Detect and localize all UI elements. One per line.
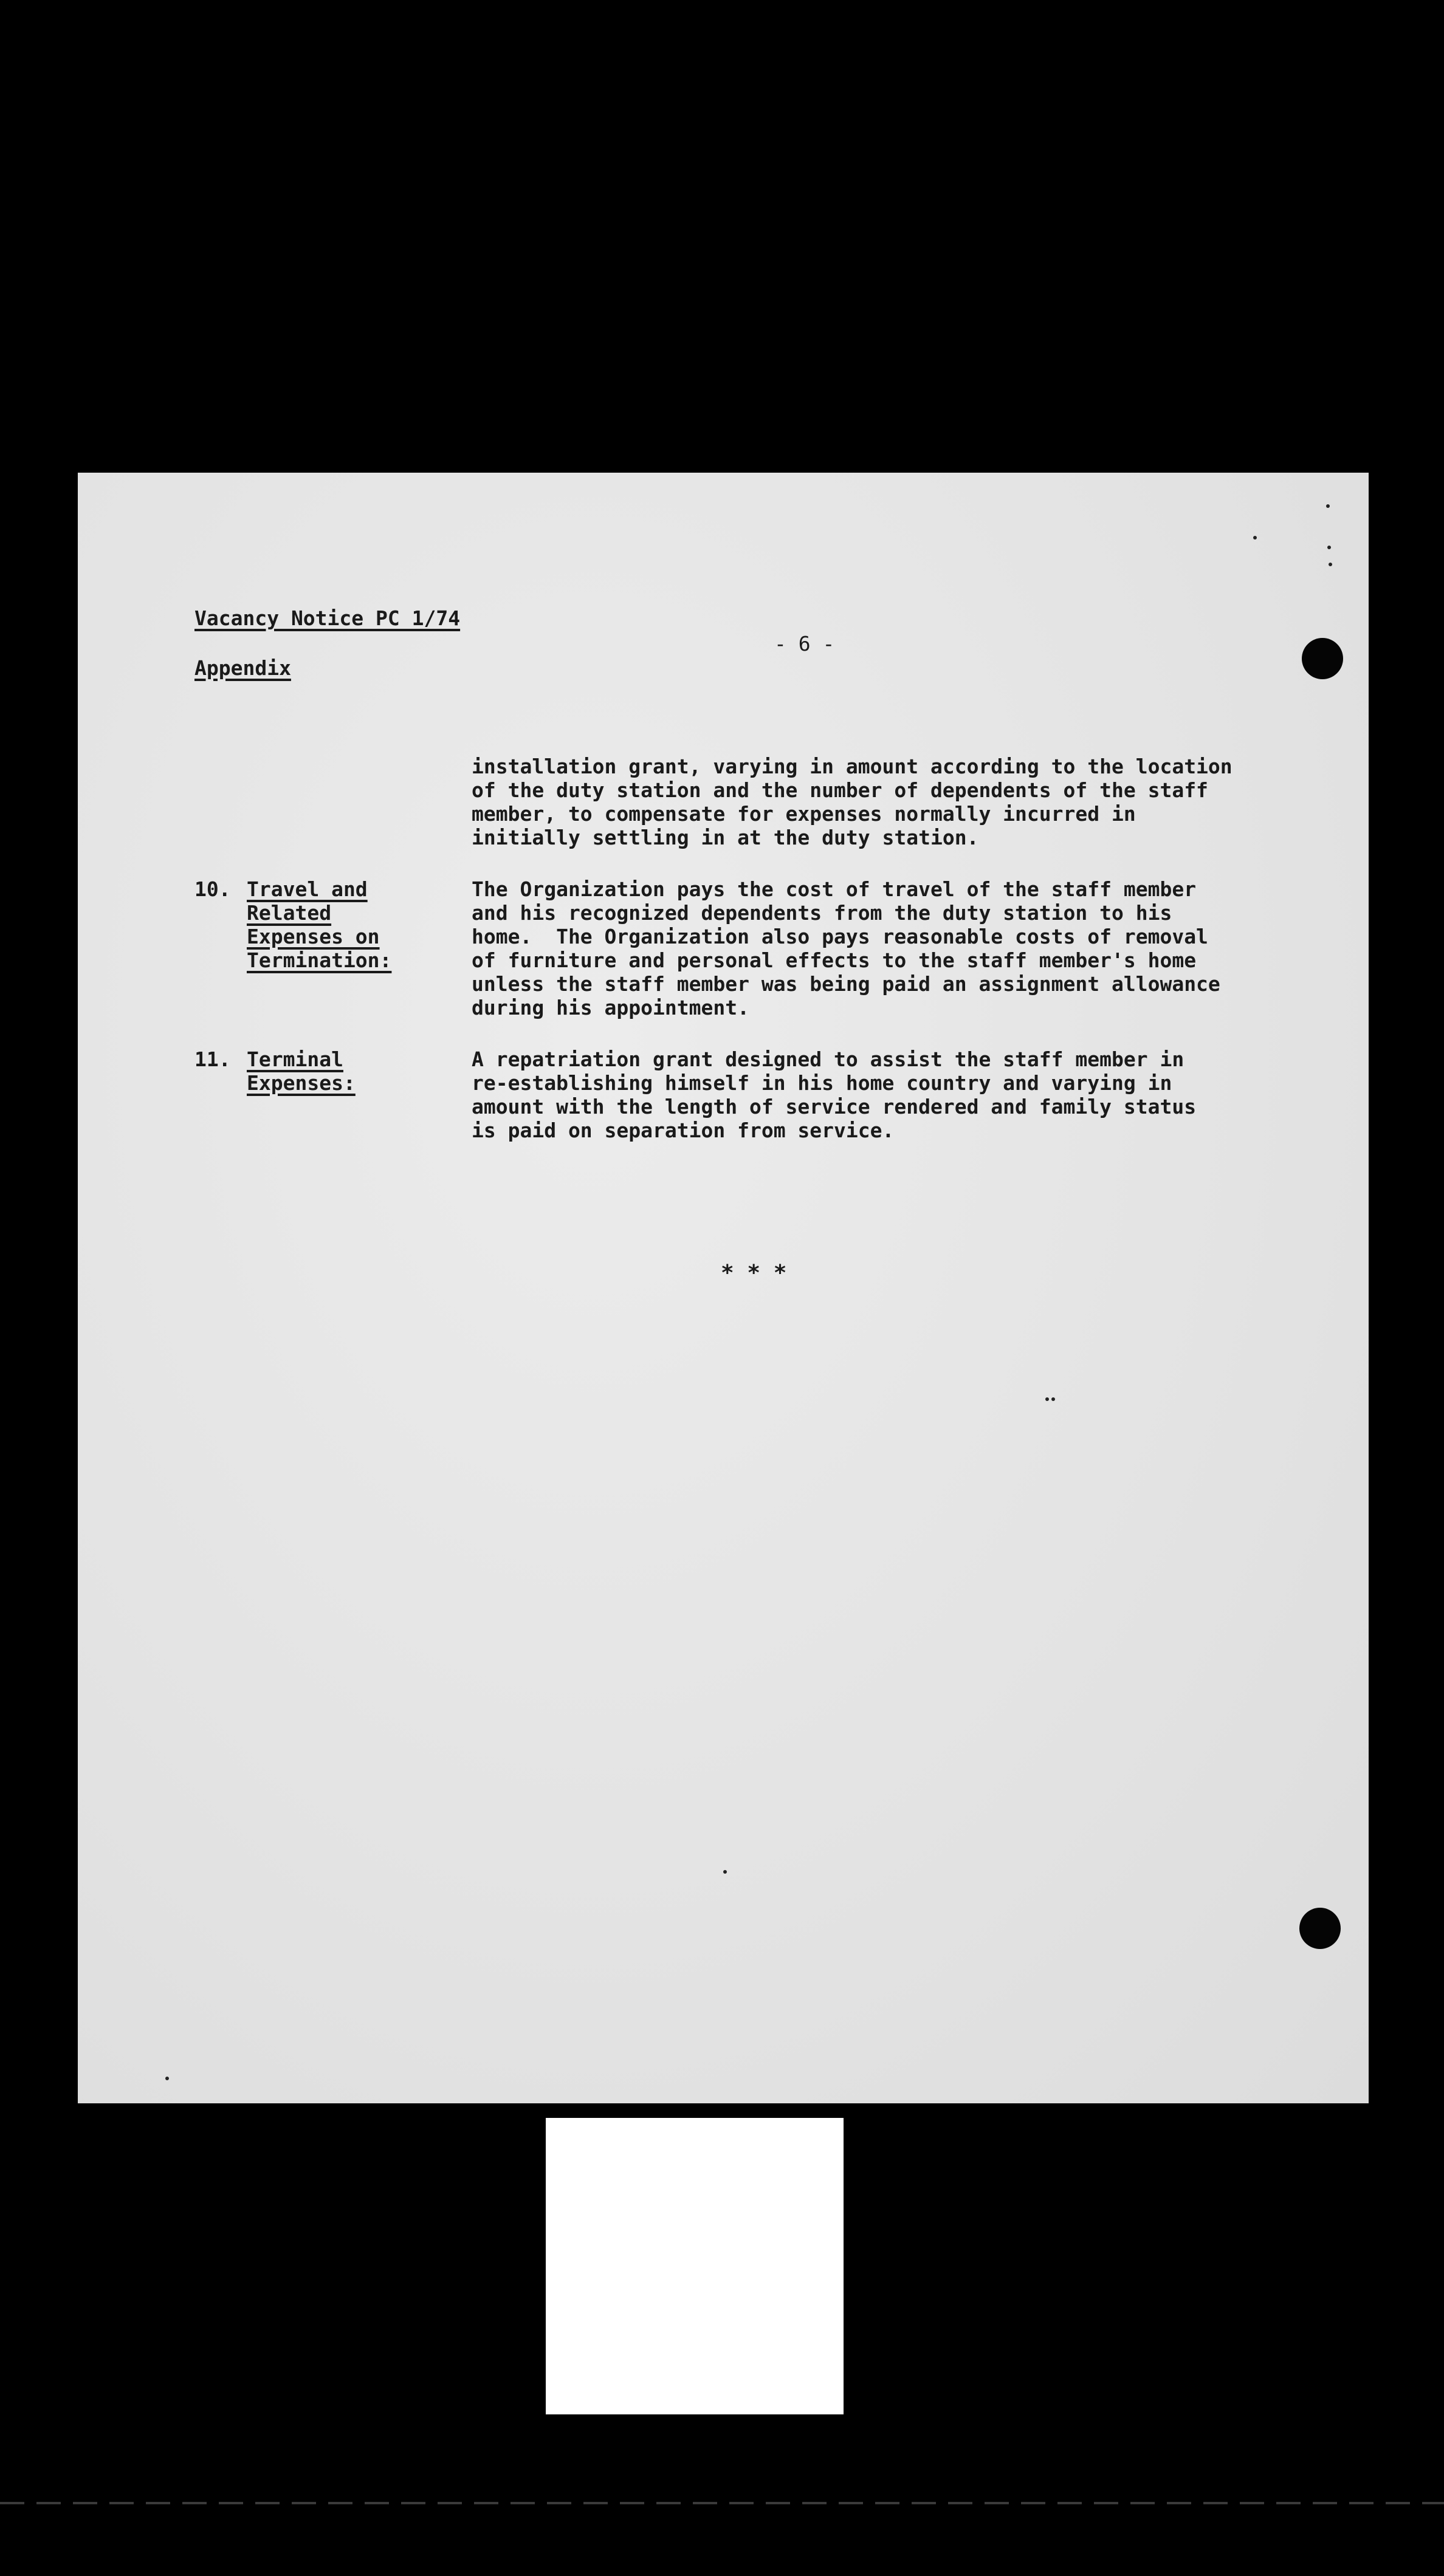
- vacancy-notice-title: Vacancy Notice PC 1/74: [194, 606, 461, 630]
- item-body-line: The Organization pays the cost of travel of the staff member: [472, 877, 1197, 901]
- item-heading-line: Travel and: [247, 877, 368, 901]
- scan-speck: [1253, 536, 1257, 540]
- item-body-line: of furniture and personal effects to the staff member's home: [472, 948, 1197, 972]
- item-heading-line: Termination:: [247, 948, 392, 972]
- end-mark: * * *: [721, 1261, 787, 1286]
- item-body-line: A repatriation grant designed to assist the staff member in: [472, 1047, 1184, 1071]
- continuation-line: initially settling in at the duty station.: [472, 826, 979, 849]
- item-body-line: re-establishing himself in his home country and varying in: [472, 1071, 1172, 1095]
- page-number: - 6 -: [774, 632, 835, 656]
- item-number: 10.: [194, 877, 231, 901]
- item-body-line: is paid on separation from service.: [472, 1118, 895, 1142]
- item-body-line: amount with the length of service rendered and family status: [472, 1095, 1197, 1118]
- item-heading-line: Expenses:: [247, 1071, 356, 1095]
- scan-speck: [1045, 1397, 1049, 1401]
- item-heading-line: Terminal: [247, 1047, 343, 1071]
- item-body-line: and his recognized dependents from the duty station to his: [472, 901, 1172, 925]
- appendix-label: Appendix: [194, 656, 291, 680]
- scan-edge-line: [0, 2502, 1444, 2504]
- continuation-line: installation grant, varying in amount according to the location: [472, 755, 1233, 778]
- item-heading-line: Expenses on: [247, 925, 380, 948]
- item-body-line: unless the staff member was being paid an assignment allowance: [472, 972, 1220, 996]
- scan-speck: [165, 2077, 169, 2080]
- scan-speck: [1051, 1397, 1055, 1401]
- punch-hole-bottom: [1299, 1908, 1341, 1949]
- punch-hole-top: [1302, 638, 1343, 679]
- scan-speck: [723, 1870, 727, 1874]
- scan-speck: [1326, 504, 1330, 508]
- item-number: 11.: [194, 1047, 231, 1071]
- blank-target-card: [546, 2118, 844, 2414]
- item-body-line: during his appointment.: [472, 996, 749, 1019]
- continuation-line: of the duty station and the number of dependents of the staff: [472, 778, 1208, 802]
- item-body-line: home. The Organization also pays reasonable costs of removal: [472, 925, 1208, 948]
- continuation-line: member, to compensate for expenses normally incurred in: [472, 802, 1136, 826]
- document-page: [78, 473, 1369, 2103]
- scan-speck: [1329, 563, 1332, 566]
- scan-speck: [1327, 546, 1331, 549]
- item-heading-line: Related: [247, 901, 332, 925]
